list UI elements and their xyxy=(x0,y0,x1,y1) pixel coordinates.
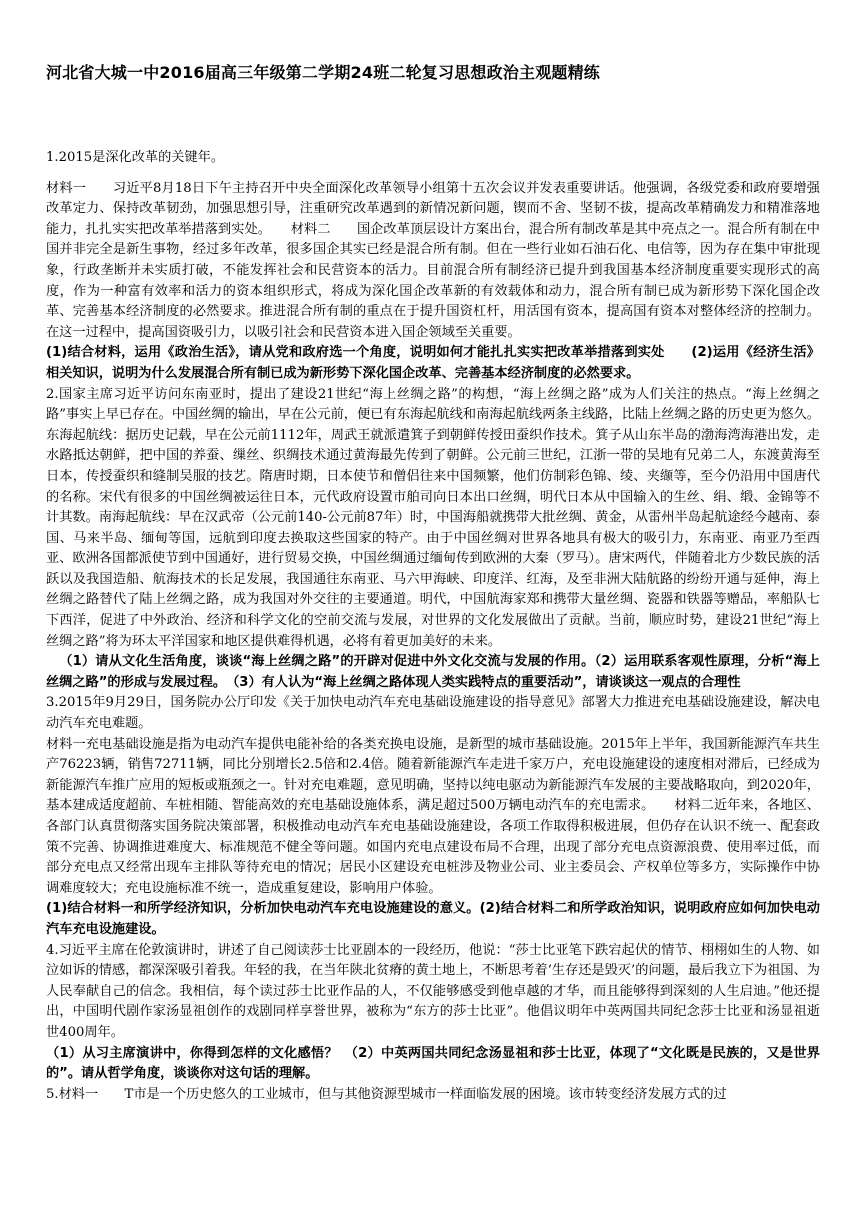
page-title: 河北省大城一中2016届高三年级第二学期24班二轮复习思想政治主观题精练 xyxy=(46,63,600,82)
document-body xyxy=(46,148,820,1105)
q5-material: 5.材料一 T市是一个历史悠久的工业城市，但与其他资源型城市一样面临发展的困境。该市转变经济发展方式的过 xyxy=(46,1086,727,1102)
q3-material: 材料一充电基础设施是指为电动汽车提供电能补给的各类充换电设施，是新型的城市基础设施。2015年上半年，我国新能源汽车共生产76223辆，销售72711辆，同比分别增长2.5倍和2.4倍。随着新能源汽车走进千家万户，充电设施建设的速度相对滞后，已经成为新能源汽车推广应用的短板或瓶颈之一。针对充电难题，意见明确，坚持以纯电驱动为新能源汽车发展的主要战略取向，到2020年，基本建成适度超前、车桩相随、智能高效的充电基础设施体系，满足超过500万辆电动汽车的充电需求。 材料二近年来，各地区、各部门认真贯彻落实国务院决策部署，积极推动电动汽车充电基础设施建设，各项工作取得积极进展，但仍存在认识不统一、配套政策不完善、协调推进难度大、标准规范不健全等问题。如国内充电点建设布局不合理，出现了部分充电点资源浪费、使用率过低，而部分充电点又经常出现车主排队等待充电的情况；居民小区建设充电桩涉及物业公司、业主委员会、产权单位等多方，实际操作中协调难度较大；充电设施标准不统一，造成重复建设，影响用户体验。 xyxy=(46,736,820,896)
q2-material: 2.国家主席习近平访问东南亚时，提出了建设21世纪“海上丝绸之路”的构想，“海上丝绸之路”成为人们关注的热点。“海上丝绸之路”事实上早已存在。中国丝绸的输出，早在公元前，便已有东海起航线和南海起航线两条主线路，比陆上丝绸之路的历史更为悠久。东海起航线：据历史记载，早在公元前1112年，周武王就派遣箕子到朝鲜传授田蚕织作技术。箕子从山东半岛的渤海湾海港出发，走水路抵达朝鲜，把中国的养蚕、缫丝、织绸技术通过黄海最先传到了朝鲜。公元前三世纪，江浙一带的吴地有兄弟二人，东渡黄海至日本，传授蚕织和缝制吴服的技艺。隋唐时期，日本使节和僧侣往来中国频繁，他们仿制彩色锦、绫、夹缬等，至今仍沿用中国唐代的名称。宋代有很多的中国丝绸被运往日本，元代政府设置市舶司向日本出口丝绸，明代日本从中国输入的生丝、绢、缎、金锦等不计其数。南海起航线：早在汉武帝（公元前140-公元前87年）时，中国海船就携带大批丝绸、黄金，从雷州半岛起航途经今越南、泰国、马来半岛、缅甸等国，远航到印度去换取这些国家的特产。由于中国丝绸对世界各地具有极大的吸引力，东南亚、南亚乃至西亚、欧洲各国都派使节到中国通好，进行贸易交换，中国丝绸通过缅甸传到欧洲的大秦（罗马）。唐宋两代，伴随着北方少数民族的活跃以及我国造船、航海技术的长足发展，我国通往东南亚、马六甲海峡、印度洋、红海，及至非洲大陆航路的纷纷开通与延伸，海上丝绸之路替代了陆上丝绸之路，成为我国对外交往的主要通道。明代，中国航海家郑和携带大量丝绸、瓷器和铁器等赠品，率船队七下西洋，促进了中外政治、经济和科学文化的空前交流与发展，对世界的文化发展做出了贡献。当前，顺应时势，建设21世纪“海上丝绸之路”将为环太平洋国家和地区提供难得机遇，必将有着更加美好的未来。 xyxy=(46,386,820,649)
q1-question: (1)结合材料，运用《政治生活》，请从党和政府选一个角度，说明如何才能扎扎实实把改革举措落到实处 (2)运用《经济生活》相关知识，说明为什么发展混合所有制已成为新形势下深化国企改革、完善基本经济制度的必然要求。 xyxy=(46,345,820,381)
q1-intro: 1.2015是深化改革的关键年。 xyxy=(46,150,225,165)
q2-question: （1）请从文化生活角度，谈谈“海上丝绸之路”的开辟对促进中外文化交流与发展的作用。（2）运用联系客观性原理，分析“海上丝绸之路”的形成与发展过程。 （3）有人认为“海上丝绸之路体现人类实践特点的重要活动”，请谈谈这一观点的合理性 xyxy=(46,654,820,690)
spacer xyxy=(46,169,820,179)
q1-material: 材料一 习近平8月18日下午主持召开中央全面深化改革领导小组第十五次会议并发表重要讲话。他强调，各级党委和政府要增强改革定力、保持改革韧劲，加强思想引导，注重研究改革遇到的新情况新问题，锲而不舍、坚韧不拔，提高改革精确发力和精准落地能力，扎扎实实把改革举措落到实处。 材料二 国企改革顶层设计方案出台，混合所有制改革是其中亮点之一。混合所有制在中国并非完全是新生事物，经过多年改革，很多国企其实已经是混合所有制。但在一些行业如石油石化、电信等，因为存在集中审批现象，行政垄断并未实质打破，不能发挥社会和民营资本的活力。目前混合所有制经济已提升到我国基本经济制度重要实现形式的高度，作为一种富有效率和活力的资本组织形式，将成为深化国企改革新的有效载体和动力，混合所有制已成为新形势下深化国企改革、完善基本经济制度的必然要求。推进混合所有制的重点在于提升国资杠杆，用活国有资本，提高国有资本对整体经济的控制力。在这一过程中，提高国资吸引力，以吸引社会和民营资本进入国企领域至关重要。 xyxy=(46,180,820,340)
q4-question: （1）从习主席演讲中，你得到怎样的文化感悟？ （2）中英两国共同纪念汤显祖和莎士比亚，体现了“文化既是民族的，又是世界的”。请从哲学角度，谈谈你对这句话的理解。 xyxy=(46,1045,820,1082)
q3-intro: 3.2015年9月29日，国务院办公厅印发《关于加快电动汽车充电基础设施建设的指导意见》部署大力推进充电基础设施建设，解决电动汽车充电难题。 xyxy=(46,695,820,732)
q4-material: 4.习近平主席在伦敦演讲时，讲述了自己阅读莎士比亚剧本的一段经历，他说：“莎士比亚笔下跌宕起伏的情节、栩栩如生的人物、如泣如诉的情感，都深深吸引着我。年轻的我，在当年陕北贫瘠的黄土地上，不断思考着‘生存还是毁灭’的问题，最后我立下为祖国、为人民奉献自己的信念。我相信，每个读过莎士比亚作品的人，不仅能够感受到他卓越的才华，而且能够得到深刻的人生启迪。”他还提出，中国明代剧作家汤显祖创作的戏剧同样享誉世界，被称为“东方的莎士比亚”。他倡议明年中英两国共同纪念莎士比亚和汤显祖逝世400周年。 xyxy=(46,942,820,1040)
q3-question: (1)结合材料一和所学经济知识，分析加快电动汽车充电设施建设的意义。(2)结合材料二和所学政治知识，说明政府应如何加快电动汽车充电设施建设。 xyxy=(46,901,820,937)
